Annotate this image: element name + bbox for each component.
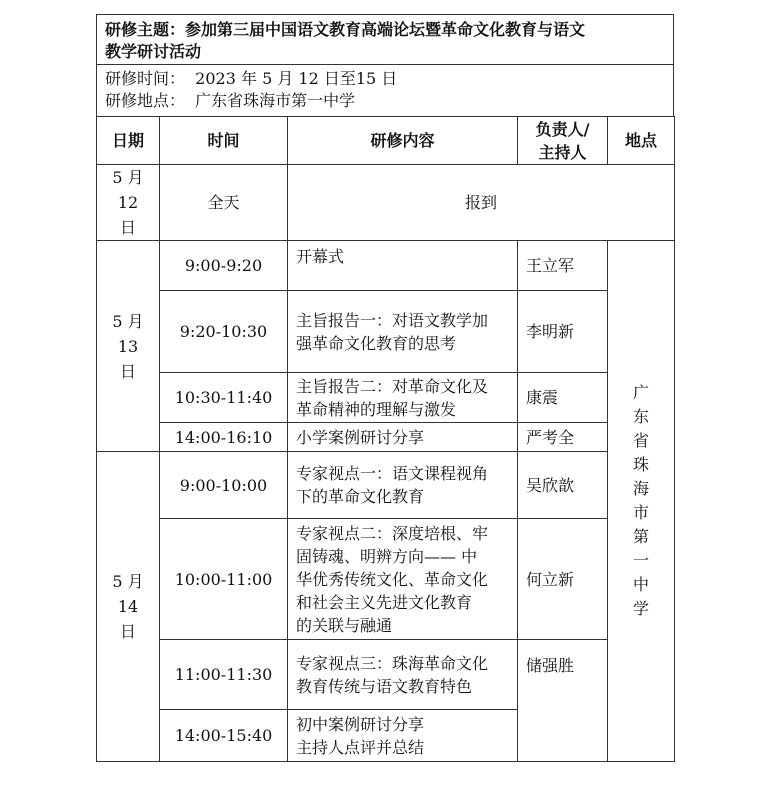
host-cell: 吴欣歆 bbox=[518, 452, 608, 519]
col-header-content: 研修内容 bbox=[288, 117, 518, 165]
schedule-sheet bbox=[96, 14, 674, 762]
content-line: 和社会主义先进文化教育 bbox=[296, 592, 473, 612]
date-12-line-2: 12 日 bbox=[117, 193, 139, 237]
location-line: 广东 bbox=[632, 383, 649, 426]
table-row bbox=[97, 640, 675, 710]
time-cell: 11:00-11:30 bbox=[160, 640, 288, 710]
date-13-line-1: 5 月 bbox=[112, 311, 144, 331]
content-line: 教育传统与语文教育特色 bbox=[296, 676, 473, 696]
content-line: 革命精神的理解与激发 bbox=[296, 399, 457, 419]
content-cell bbox=[288, 373, 518, 423]
time-row: 研修时间： 2023 年 5 月 12 日至15 日 bbox=[105, 69, 398, 88]
date-cell-12 bbox=[97, 165, 160, 241]
time-cell: 14:00-15:40 bbox=[160, 710, 288, 762]
host-cell: 王立军 bbox=[518, 241, 608, 291]
time-cell: 9:00-10:00 bbox=[160, 452, 288, 519]
location-line: 中学 bbox=[632, 575, 649, 618]
content-line: 华优秀传统文化、革命文化 bbox=[296, 569, 489, 589]
col-header-host bbox=[518, 117, 608, 165]
content-line: 主旨报告一：对语文教学加 bbox=[296, 310, 489, 330]
table-row bbox=[97, 373, 675, 423]
time-cell: 14:00-16:10 bbox=[160, 423, 288, 452]
content-line: 固铸魂、明辨方向—— 中 bbox=[296, 546, 478, 566]
theme-line-2: 教学研讨活动 bbox=[105, 42, 202, 61]
date-cell-14 bbox=[97, 452, 160, 762]
host-cell-shared: 储强胜 bbox=[518, 640, 608, 762]
content-cell bbox=[288, 640, 518, 710]
host-cell: 严考全 bbox=[518, 423, 608, 452]
host-cell: 何立新 bbox=[518, 519, 608, 640]
content-line: 专家视点三：珠海革命文化 bbox=[296, 653, 489, 673]
content-cell bbox=[288, 291, 518, 373]
date-13-line-2: 13 日 bbox=[117, 336, 139, 381]
content-cell: 开幕式 bbox=[288, 241, 518, 291]
date-12-line-1: 5 月 bbox=[112, 168, 144, 187]
time-cell: 10:00-11:00 bbox=[160, 519, 288, 640]
table-row bbox=[97, 291, 675, 373]
schedule-table bbox=[96, 116, 675, 762]
table-row bbox=[97, 519, 675, 640]
table-header-row bbox=[97, 117, 675, 165]
time-cell: 全天 bbox=[160, 165, 288, 241]
content-cell bbox=[288, 710, 518, 762]
content-cell: 报到 bbox=[288, 165, 675, 241]
content-line: 下的革命文化教育 bbox=[296, 487, 425, 506]
date-14-line-2: 14 日 bbox=[117, 597, 139, 641]
time-cell: 9:00-9:20 bbox=[160, 241, 288, 291]
content-line: 的关联与融通 bbox=[296, 615, 393, 635]
content-line: 专家视点二：深度培根、牢 bbox=[296, 523, 489, 543]
content-line: 初中案例研讨分享 bbox=[296, 714, 425, 734]
location-cell bbox=[608, 241, 675, 762]
table-row bbox=[97, 165, 675, 241]
col-header-time: 时间 bbox=[160, 117, 288, 165]
host-header-line-1: 负责人/ bbox=[535, 119, 590, 139]
location-line: 海市 bbox=[632, 479, 649, 522]
content-line: 主旨报告二：对革命文化及 bbox=[296, 376, 489, 396]
table-row bbox=[97, 423, 675, 452]
content-line: 专家视点一：语文课程视角 bbox=[296, 464, 489, 483]
content-cell bbox=[288, 519, 518, 640]
meta-info bbox=[96, 64, 674, 116]
host-cell: 李明新 bbox=[518, 291, 608, 373]
host-header-line-2: 主持人 bbox=[538, 142, 587, 162]
table-row bbox=[97, 452, 675, 519]
time-cell: 10:30-11:40 bbox=[160, 373, 288, 423]
col-header-date: 日期 bbox=[97, 117, 160, 165]
host-cell: 康震 bbox=[518, 373, 608, 423]
date-14-line-1: 5 月 bbox=[112, 572, 144, 591]
content-line: 强革命文化教育的思考 bbox=[296, 333, 457, 353]
theme-line-1: 研修主题：参加第三届中国语文教育高端论坛暨革命文化教育与语文 bbox=[105, 20, 586, 39]
table-row bbox=[97, 241, 675, 291]
content-line: 主持人点评并总结 bbox=[296, 737, 425, 757]
content-cell: 小学案例研讨分享 bbox=[288, 423, 518, 452]
date-cell-13 bbox=[97, 241, 160, 452]
theme-header bbox=[96, 14, 674, 64]
place-row: 研修地点： 广东省珠海市第一中学 bbox=[105, 91, 356, 110]
content-cell bbox=[288, 452, 518, 519]
col-header-location: 地点 bbox=[608, 117, 675, 165]
time-cell: 9:20-10:30 bbox=[160, 291, 288, 373]
location-line: 省珠 bbox=[632, 431, 649, 474]
location-line: 第一 bbox=[632, 527, 649, 570]
